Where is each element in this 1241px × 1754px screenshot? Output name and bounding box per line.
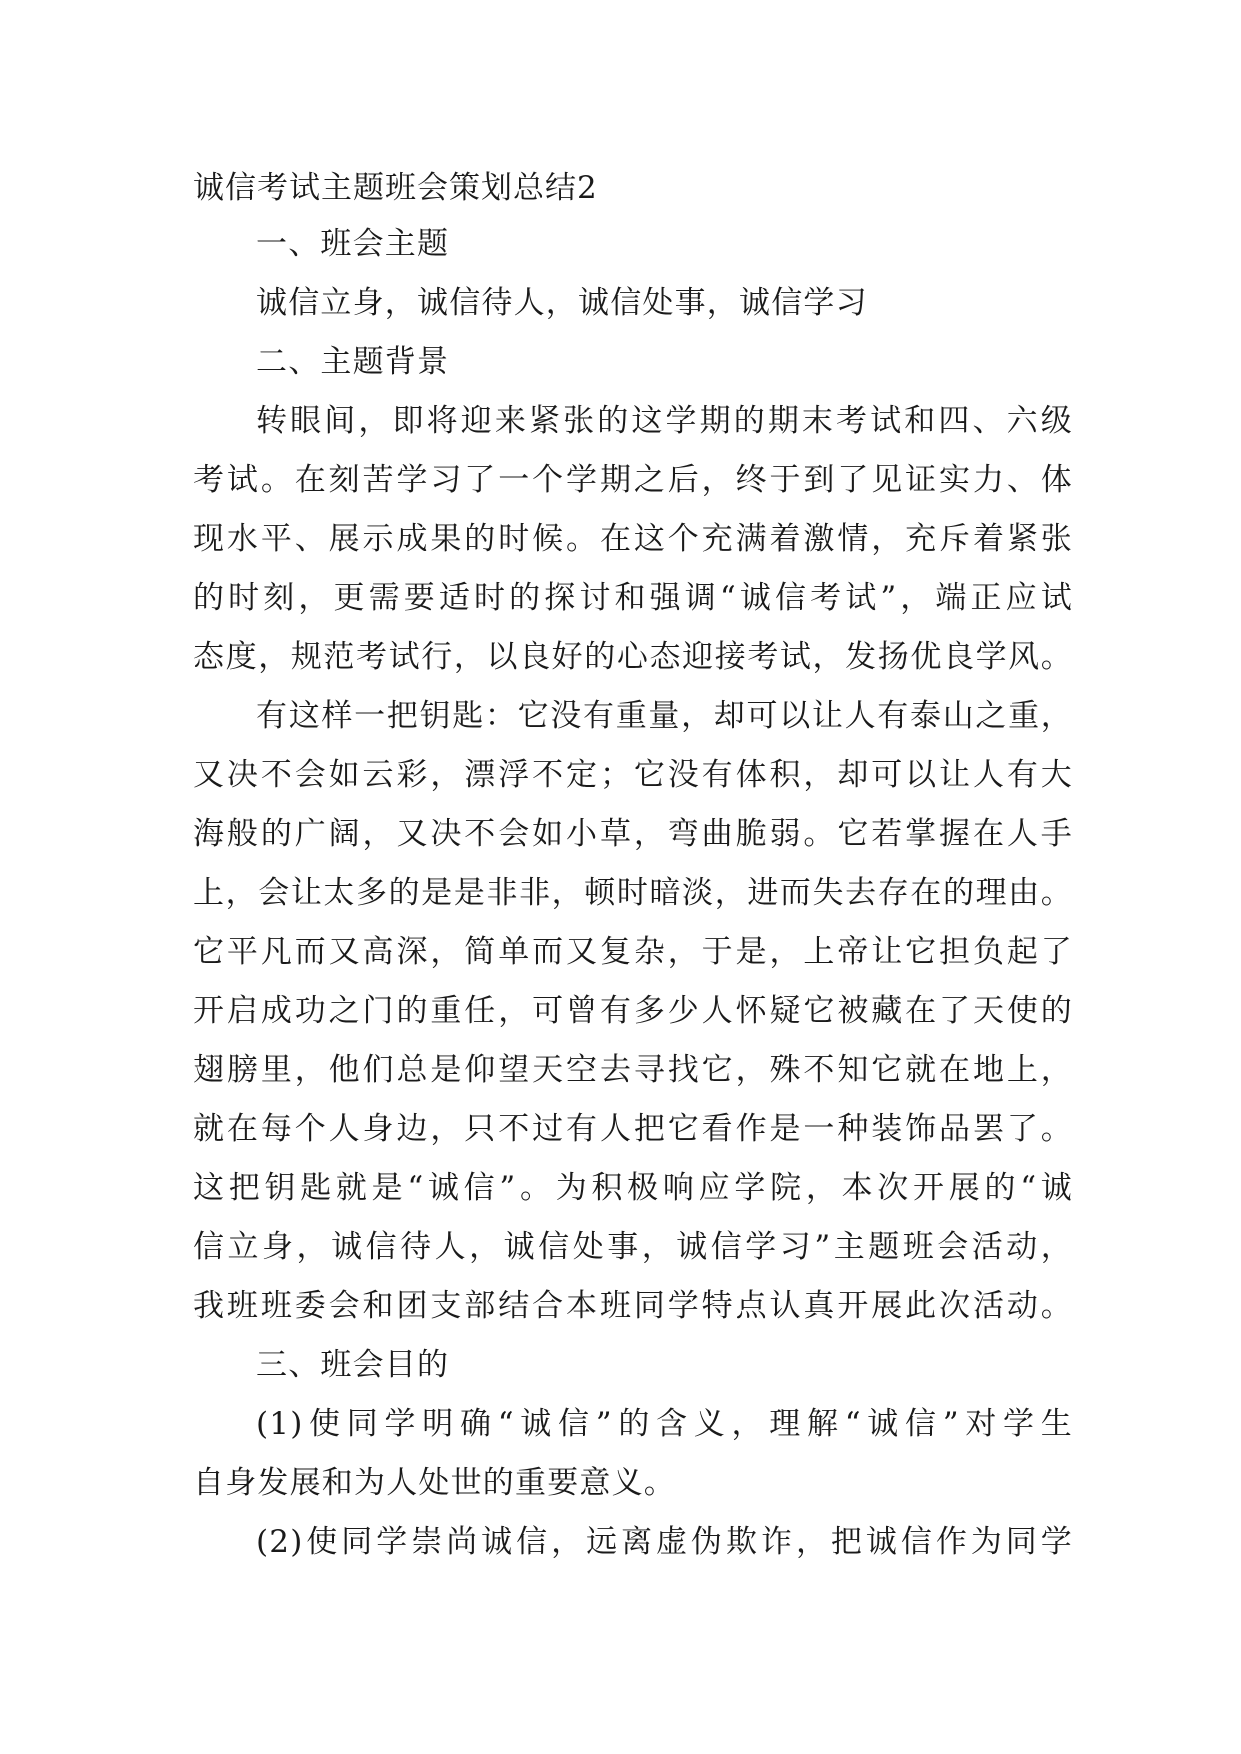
document-title: 诚信考试主题班会策划总结2 <box>193 170 598 206</box>
paragraph-line: 开启成功之门的重任，可曾有多少人怀疑它被藏在了天使的 <box>193 993 1073 1029</box>
paragraph-line: 它平凡而又高深，简单而又复杂，于是，上帝让它担负起了 <box>193 934 1073 970</box>
paragraph-line: 又决不会如云彩，漂浮不定；它没有体积，却可以让人有大 <box>193 757 1073 793</box>
paragraph-line: 考试。在刻苦学习了一个学期之后，终于到了见证实力、体 <box>193 462 1073 498</box>
paragraph-line: 上，会让太多的是是非非，顿时暗淡，进而失去存在的理由。 <box>193 875 1073 911</box>
paragraph-line: 海般的广阔，又决不会如小草，弯曲脆弱。它若掌握在人手 <box>193 816 1073 852</box>
paragraph-line: 转眼间，即将迎来紧张的这学期的期末考试和四、六级 <box>256 403 1073 439</box>
paragraph-line: 现水平、展示成果的时候。在这个充满着激情，充斥着紧张 <box>193 521 1073 557</box>
paragraph-line: 态度，规范考试行，以良好的心态迎接考试，发扬优良学风。 <box>193 639 1073 675</box>
section-heading-2: 二、主题背景 <box>256 344 450 380</box>
section-heading-1: 一、班会主题 <box>256 226 450 262</box>
paragraph-line: 就在每个人身边，只不过有人把它看作是一种装饰品罢了。 <box>193 1111 1073 1147</box>
list-item-line: (1)使同学明确“诚信”的含义，理解“诚信”对学生 <box>256 1406 1073 1442</box>
section-heading-3: 三、班会目的 <box>256 1347 450 1383</box>
list-item-line: (2)使同学崇尚诚信，远离虚伪欺诈，把诚信作为同学 <box>256 1524 1073 1560</box>
paragraph-line: 这把钥匙就是“诚信”。为积极响应学院，本次开展的“诚 <box>193 1170 1073 1206</box>
list-item-line: 自身发展和为人处世的重要意义。 <box>193 1465 676 1501</box>
paragraph-line: 我班班委会和团支部结合本班同学特点认真开展此次活动。 <box>193 1288 1073 1324</box>
paragraph-line: 信立身，诚信待人，诚信处事，诚信学习”主题班会活动， <box>193 1229 1073 1265</box>
paragraph-line: 有这样一把钥匙：它没有重量，却可以让人有泰山之重， <box>256 698 1073 734</box>
paragraph-line: 翅膀里，他们总是仰望天空去寻找它，殊不知它就在地上， <box>193 1052 1073 1088</box>
paragraph-line: 的时刻，更需要适时的探讨和强调“诚信考试”，端正应试 <box>193 580 1073 616</box>
theme-text: 诚信立身，诚信待人，诚信处事，诚信学习 <box>256 285 868 321</box>
